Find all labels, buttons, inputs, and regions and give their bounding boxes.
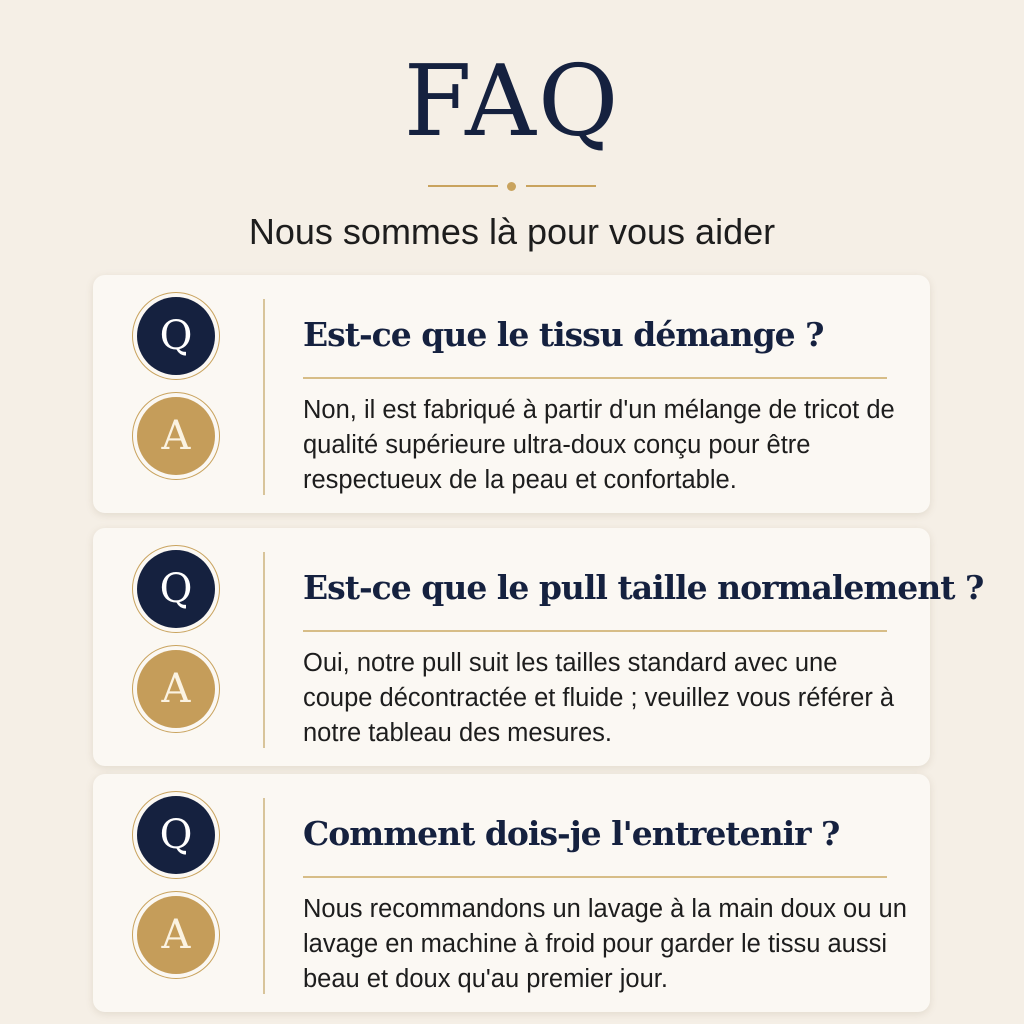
vertical-divider bbox=[263, 552, 265, 748]
question-badge: Q bbox=[137, 297, 215, 375]
answer-badge: A bbox=[137, 650, 215, 728]
question-divider bbox=[303, 630, 887, 632]
question-badge: Q bbox=[137, 796, 215, 874]
faq-card-2 bbox=[93, 528, 984, 766]
faq-card-3 bbox=[93, 774, 930, 1012]
vertical-divider bbox=[263, 798, 265, 994]
question-divider bbox=[303, 377, 887, 379]
faq-question: Comment dois-je l'entretenir ? bbox=[303, 814, 840, 853]
vertical-divider bbox=[263, 299, 265, 495]
answer-badge: A bbox=[137, 896, 215, 974]
faq-question: Est-ce que le pull taille normalement ? bbox=[303, 568, 984, 607]
faq-answer: Oui, notre pull suit les tailles standard avec une coupe décontractée et fluide ; veuillez vous référer à notre tableau des mesures. bbox=[303, 649, 895, 747]
faq-card-1 bbox=[93, 275, 930, 513]
divider-dot bbox=[507, 182, 516, 191]
faq-question: Est-ce que le tissu démange ? bbox=[303, 315, 824, 354]
faq-answer: Nous recommandons un lavage à la main doux ou un lavage en machine à froid pour garder le tissu aussi beau et doux qu'au premier jour. bbox=[303, 895, 907, 993]
question-badge: Q bbox=[137, 550, 215, 628]
page-title: FAQ bbox=[403, 45, 621, 159]
faq-answer: Non, il est fabriqué à partir d'un mélange de tricot de qualité supérieure ultra-doux conçu pour être respectueux de la peau et confortable. bbox=[303, 396, 895, 494]
divider-line-left bbox=[428, 185, 498, 187]
page-subtitle: Nous sommes là pour vous aider bbox=[248, 211, 776, 252]
answer-badge: A bbox=[137, 397, 215, 475]
title-divider bbox=[428, 180, 596, 192]
divider-line-right bbox=[526, 185, 596, 187]
question-divider bbox=[303, 876, 887, 878]
